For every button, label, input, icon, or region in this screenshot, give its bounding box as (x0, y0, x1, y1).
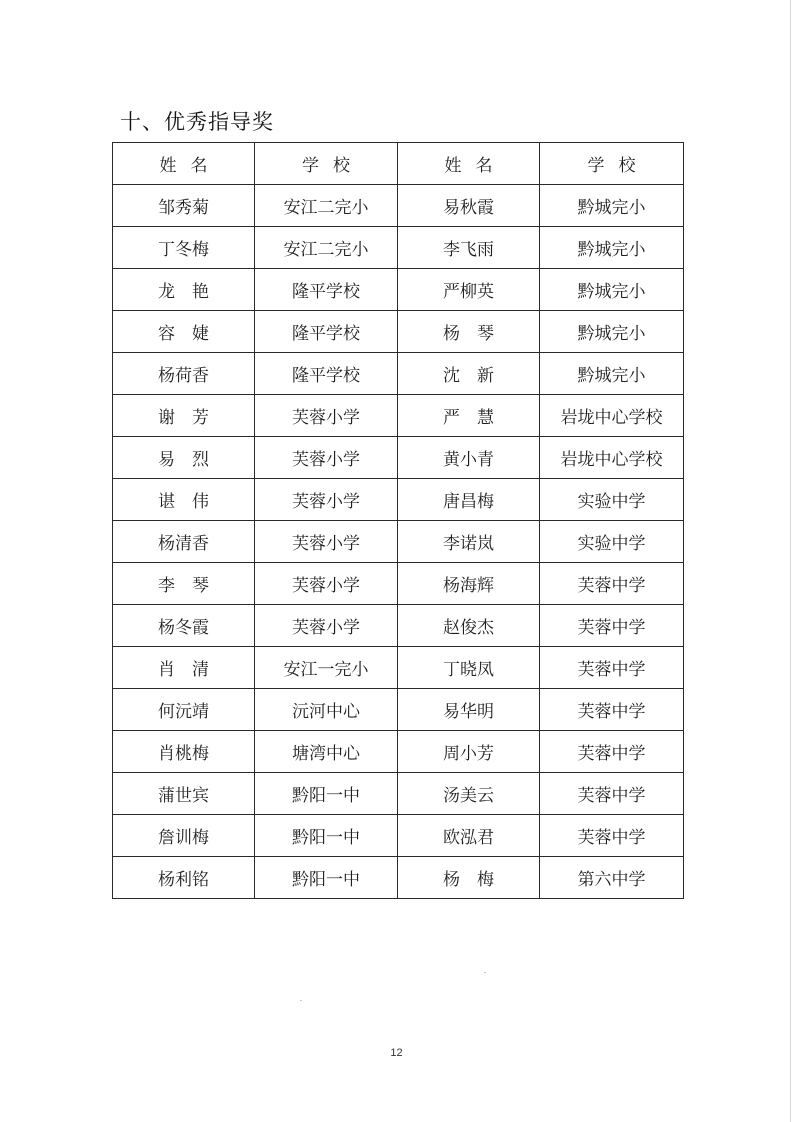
cell-name-1: 杨荷香 (113, 353, 255, 395)
cell-school-1: 安江二完小 (255, 185, 398, 227)
table-header-row (113, 143, 684, 185)
section-title: 十、优秀指导奖 (120, 110, 274, 134)
cell-name-2: 易华明 (398, 689, 540, 731)
cell-school-2: 黔城完小 (540, 185, 684, 227)
cell-name-1: 李 琴 (113, 563, 255, 605)
cell-school-1: 芙蓉小学 (255, 437, 398, 479)
scan-speck (300, 1000, 302, 1001)
table-row (113, 185, 684, 227)
cell-school-2: 实验中学 (540, 479, 684, 521)
table-row (113, 815, 684, 857)
table-row (113, 395, 684, 437)
cell-name-1: 肖桃梅 (113, 731, 255, 773)
cell-school-1: 芙蓉小学 (255, 521, 398, 563)
cell-school-1: 芙蓉小学 (255, 605, 398, 647)
table-row (113, 689, 684, 731)
cell-name-1: 肖 清 (113, 647, 255, 689)
cell-school-1: 隆平学校 (255, 269, 398, 311)
table-row (113, 857, 684, 899)
cell-name-2: 黄小青 (398, 437, 540, 479)
cell-name-2: 李诺岚 (398, 521, 540, 563)
table-row (113, 227, 684, 269)
cell-name-1: 龙 艳 (113, 269, 255, 311)
cell-name-2: 唐昌梅 (398, 479, 540, 521)
table-row (113, 563, 684, 605)
cell-school-2: 芙蓉中学 (540, 647, 684, 689)
table-row (113, 269, 684, 311)
header-school-1: 学校 (255, 143, 398, 185)
cell-school-2: 岩垅中心学校 (540, 395, 684, 437)
table-row (113, 311, 684, 353)
cell-name-2: 汤美云 (398, 773, 540, 815)
cell-school-2: 芙蓉中学 (540, 689, 684, 731)
cell-school-2: 第六中学 (540, 857, 684, 899)
award-table (112, 142, 684, 899)
cell-school-2: 岩垅中心学校 (540, 437, 684, 479)
cell-school-1: 隆平学校 (255, 311, 398, 353)
cell-name-1: 杨利铭 (113, 857, 255, 899)
cell-name-1: 杨清香 (113, 521, 255, 563)
cell-school-2: 芙蓉中学 (540, 563, 684, 605)
cell-name-2: 杨 梅 (398, 857, 540, 899)
cell-name-2: 沈 新 (398, 353, 540, 395)
cell-school-1: 塘湾中心 (255, 731, 398, 773)
cell-school-2: 黔城完小 (540, 311, 684, 353)
cell-school-1: 隆平学校 (255, 353, 398, 395)
cell-school-2: 芙蓉中学 (540, 731, 684, 773)
page-edge-line (790, 0, 791, 1122)
table-row (113, 731, 684, 773)
table-row (113, 353, 684, 395)
table-row (113, 647, 684, 689)
cell-school-2: 芙蓉中学 (540, 773, 684, 815)
cell-school-1: 安江二完小 (255, 227, 398, 269)
cell-name-2: 周小芳 (398, 731, 540, 773)
header-name-2: 姓名 (398, 143, 540, 185)
cell-school-2: 芙蓉中学 (540, 815, 684, 857)
cell-name-1: 容 婕 (113, 311, 255, 353)
cell-name-2: 易秋霞 (398, 185, 540, 227)
cell-name-2: 欧泓君 (398, 815, 540, 857)
cell-name-1: 易 烈 (113, 437, 255, 479)
cell-name-1: 何沅靖 (113, 689, 255, 731)
table-row (113, 521, 684, 563)
header-school-2: 学校 (540, 143, 684, 185)
cell-school-1: 黔阳一中 (255, 815, 398, 857)
cell-school-1: 黔阳一中 (255, 857, 398, 899)
cell-school-2: 黔城完小 (540, 227, 684, 269)
cell-name-1: 杨冬霞 (113, 605, 255, 647)
table-row (113, 479, 684, 521)
cell-name-2: 丁晓凤 (398, 647, 540, 689)
cell-school-2: 实验中学 (540, 521, 684, 563)
cell-name-2: 杨 琴 (398, 311, 540, 353)
cell-name-1: 蒲世宾 (113, 773, 255, 815)
table-row (113, 773, 684, 815)
table-body (113, 185, 684, 899)
cell-name-2: 李飞雨 (398, 227, 540, 269)
cell-school-1: 芙蓉小学 (255, 395, 398, 437)
scan-speck (484, 972, 486, 973)
cell-school-1: 芙蓉小学 (255, 563, 398, 605)
table-row (113, 605, 684, 647)
cell-school-1: 芙蓉小学 (255, 479, 398, 521)
cell-name-1: 詹训梅 (113, 815, 255, 857)
cell-name-1: 邹秀菊 (113, 185, 255, 227)
cell-name-2: 严柳英 (398, 269, 540, 311)
cell-name-2: 杨海辉 (398, 563, 540, 605)
cell-name-1: 谌 伟 (113, 479, 255, 521)
cell-school-2: 黔城完小 (540, 353, 684, 395)
cell-school-1: 沅河中心 (255, 689, 398, 731)
cell-name-2: 严 慧 (398, 395, 540, 437)
table-row (113, 437, 684, 479)
cell-school-1: 黔阳一中 (255, 773, 398, 815)
cell-name-2: 赵俊杰 (398, 605, 540, 647)
cell-school-2: 芙蓉中学 (540, 605, 684, 647)
cell-school-2: 黔城完小 (540, 269, 684, 311)
cell-name-1: 丁冬梅 (113, 227, 255, 269)
header-name-1: 姓名 (113, 143, 255, 185)
cell-school-1: 安江一完小 (255, 647, 398, 689)
page-number: 12 (390, 1047, 403, 1059)
cell-name-1: 谢 芳 (113, 395, 255, 437)
